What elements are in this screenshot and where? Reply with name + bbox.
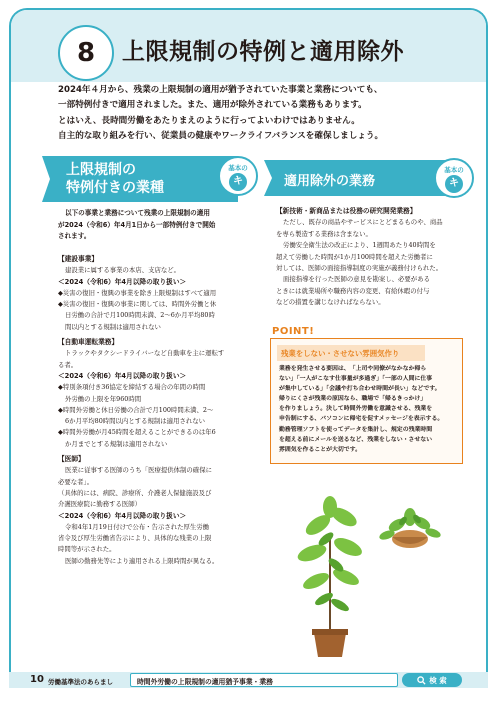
doctor-para: 時間等が示された。 [58,545,116,554]
rnd-text: ただし、既存の商品やサービスにとどまるものや、商品 [283,218,443,227]
badge-label: 基本の [444,166,464,174]
chapter-title: 上限規制の特例と適用除外 [122,39,404,65]
lead-line: されます。 [58,232,91,240]
intro-line: とはいえ、長時間労働をあたりまえのように行ってよいわけではありません。 [58,115,360,126]
construction-bullet: ◆災害の復旧・復興の事業に関しては、時間外労働と休 [58,300,217,309]
point-line: 申告制にする、パソコンに帰宅を促すメッセージを表示する。 [279,416,444,423]
hanging-plant-illustration [375,495,445,555]
doctor-para: 医師の勤務先等により適用される上限時間が異なる。 [65,556,219,565]
rnd-text: 超えて労働した時間が1か月100時間を超えた労働者に [276,252,433,261]
doctor-desc: 医業に従事する医師のうち「医療提供体制の確保に [65,466,212,475]
lead-line: 以下の事業と業務について残業の上限規制の適用 [65,209,210,217]
point-body [279,364,459,455]
driving-desc: る者。 [58,360,78,369]
construction-desc: 建設業に属する事業の本店、支店など。 [65,266,181,275]
construction-bullet-cont: 日労働の合計で月100時間未満、2～6か月平均80時 [65,311,215,320]
construction-bullet-cont: 間以内とする規制は適用されない [65,322,161,331]
point-line: ない」「一人がこなす仕事量が多過ぎ」「一部の人間に仕事 [279,376,433,383]
driving-desc: トラックやタクシードライバーなど自動車を主に運転す [65,349,225,358]
search-button[interactable] [402,673,462,687]
rnd-text: 面接指導を行った医師の意見を勘案し、必要がある [283,275,430,284]
left-lead [58,208,253,243]
badge-label: 基本の [228,164,248,172]
point-box [270,338,463,464]
rnd-heading: 【新技術・新商品または役務の研究開発業務】 [276,207,417,215]
driving-bullet-cont: か月までとする規制は適用されない [65,439,168,448]
intro-line: 自主的な取り組みを行い、従業員の健康やワークライフバランスを確保しましょう。 [58,130,384,141]
point-line: 帰りにくさが残業の原因なら、職場で「帰るきっかけ」 [279,396,427,403]
driving-heading: 【自動車運転業務】 [58,338,119,347]
rnd-text: などの措置を講じなければならない。 [276,298,385,307]
construction-heading: 【建設事業】 [58,255,99,263]
rnd-text: 対しては、医師の面接指導制度の実施が義務付けられた。 [276,264,443,273]
driving-sub: ＜2024（令和6）年4月以降の取り扱い＞ [58,371,187,380]
key-icon: キ [445,175,463,193]
left-section-title-line2: 特例付きの業種 [66,180,164,196]
point-line: を作りましょう。決して時間外労働を意識させる、残業を [279,406,433,413]
rnd-text: ときには就業場所や職務内容の変更、有給休暇の付与 [276,286,430,295]
rnd-text: 労働安全衛生法の改正により、1週間あたり40時間を [283,241,436,250]
chapter-number: 8 [58,25,114,81]
lead-line: が2024（令和6）年4月1日から一部特例付きで開始 [58,220,216,229]
driving-bullet-cont: 外労働の上限を年960時間 [65,394,142,403]
left-column [58,254,258,567]
page-number: 10 [30,674,44,685]
construction-bullet: ◆災害の復旧・復興の事業を除き上限規制はすべて適用 [58,288,217,297]
doctor-desc: 必要な者」。 [58,477,94,486]
left-section-title-line1: 上限規制の [66,162,136,178]
doctor-desc: 介護医療院に勤務する医師） [58,500,142,509]
footer-brand: 労働基準法のあらまし [48,678,113,686]
construction-sub: ＜2024（令和6）年4月以降の取り扱い＞ [58,277,187,286]
point-line: が集中している」「会議や打ち合わせ時間が長い」などです。 [279,386,441,393]
doctor-para: 令和4年1月19日付けで公布・告示された厚生労働 [65,522,210,531]
potted-plant-illustration [296,495,366,660]
driving-bullet: ◆特別条項付き36協定を締結する場合の年間の時間 [58,383,206,392]
kihon-badge [218,156,258,196]
doctor-para: 省令及び厚生労働省告示により、具体的な残業の上限 [58,534,212,543]
right-column [276,206,464,309]
intro-line: 一部特例付きで適用されました。また、適用が除外されている業務もあります。 [58,100,367,111]
point-line: を超える前にメールを送るなど、残業をしない・させない [279,436,433,443]
kihon-badge [434,158,474,198]
right-section-header [272,160,458,196]
rnd-text: を専ら製造する業務は含まない。 [276,229,372,238]
key-icon: キ [229,173,247,191]
point-line: 業務を発生させる要因は、「上司や同僚がなかなか帰ら [279,366,427,372]
search-input[interactable] [130,673,398,687]
driving-bullet: ◆時間外労働と休日労働の合計で月100時間未満、2～ [58,405,214,414]
doctor-desc: （具体的には、病院、診療所、介護老人保健施設及び [58,488,212,497]
intro-text [58,83,458,144]
doctor-sub: ＜2024（令和6）年4月以降の取り扱い＞ [58,511,187,520]
point-line: 雰囲気を作ることが大切です。 [279,446,361,453]
driving-bullet: ◆時間外労働が月45時間を超えることができるのは年6 [58,428,216,437]
search-icon [417,676,426,685]
right-section-title: 適用除外の業務 [284,174,376,189]
left-section-header [50,156,238,202]
intro-line: 2024年４月から、残業の上限規制の適用が猶予されていた事業と業務についても、 [58,85,383,95]
driving-bullet-cont: 6か月平均80時間以内とする規制は適用されない [65,417,206,426]
point-title: 残業をしない・させない雰囲気作り [281,349,400,358]
search-button-label: 検 索 [429,675,447,685]
search-query: 時間外労働の上限規制の適用猶予事業・業務 [137,678,273,686]
point-line: 勤務管理ソフトを使ってデータを集計し、規定の残業時間 [279,426,433,433]
doctor-heading: 【医師】 [58,455,85,464]
point-label: POINT! [272,326,315,337]
